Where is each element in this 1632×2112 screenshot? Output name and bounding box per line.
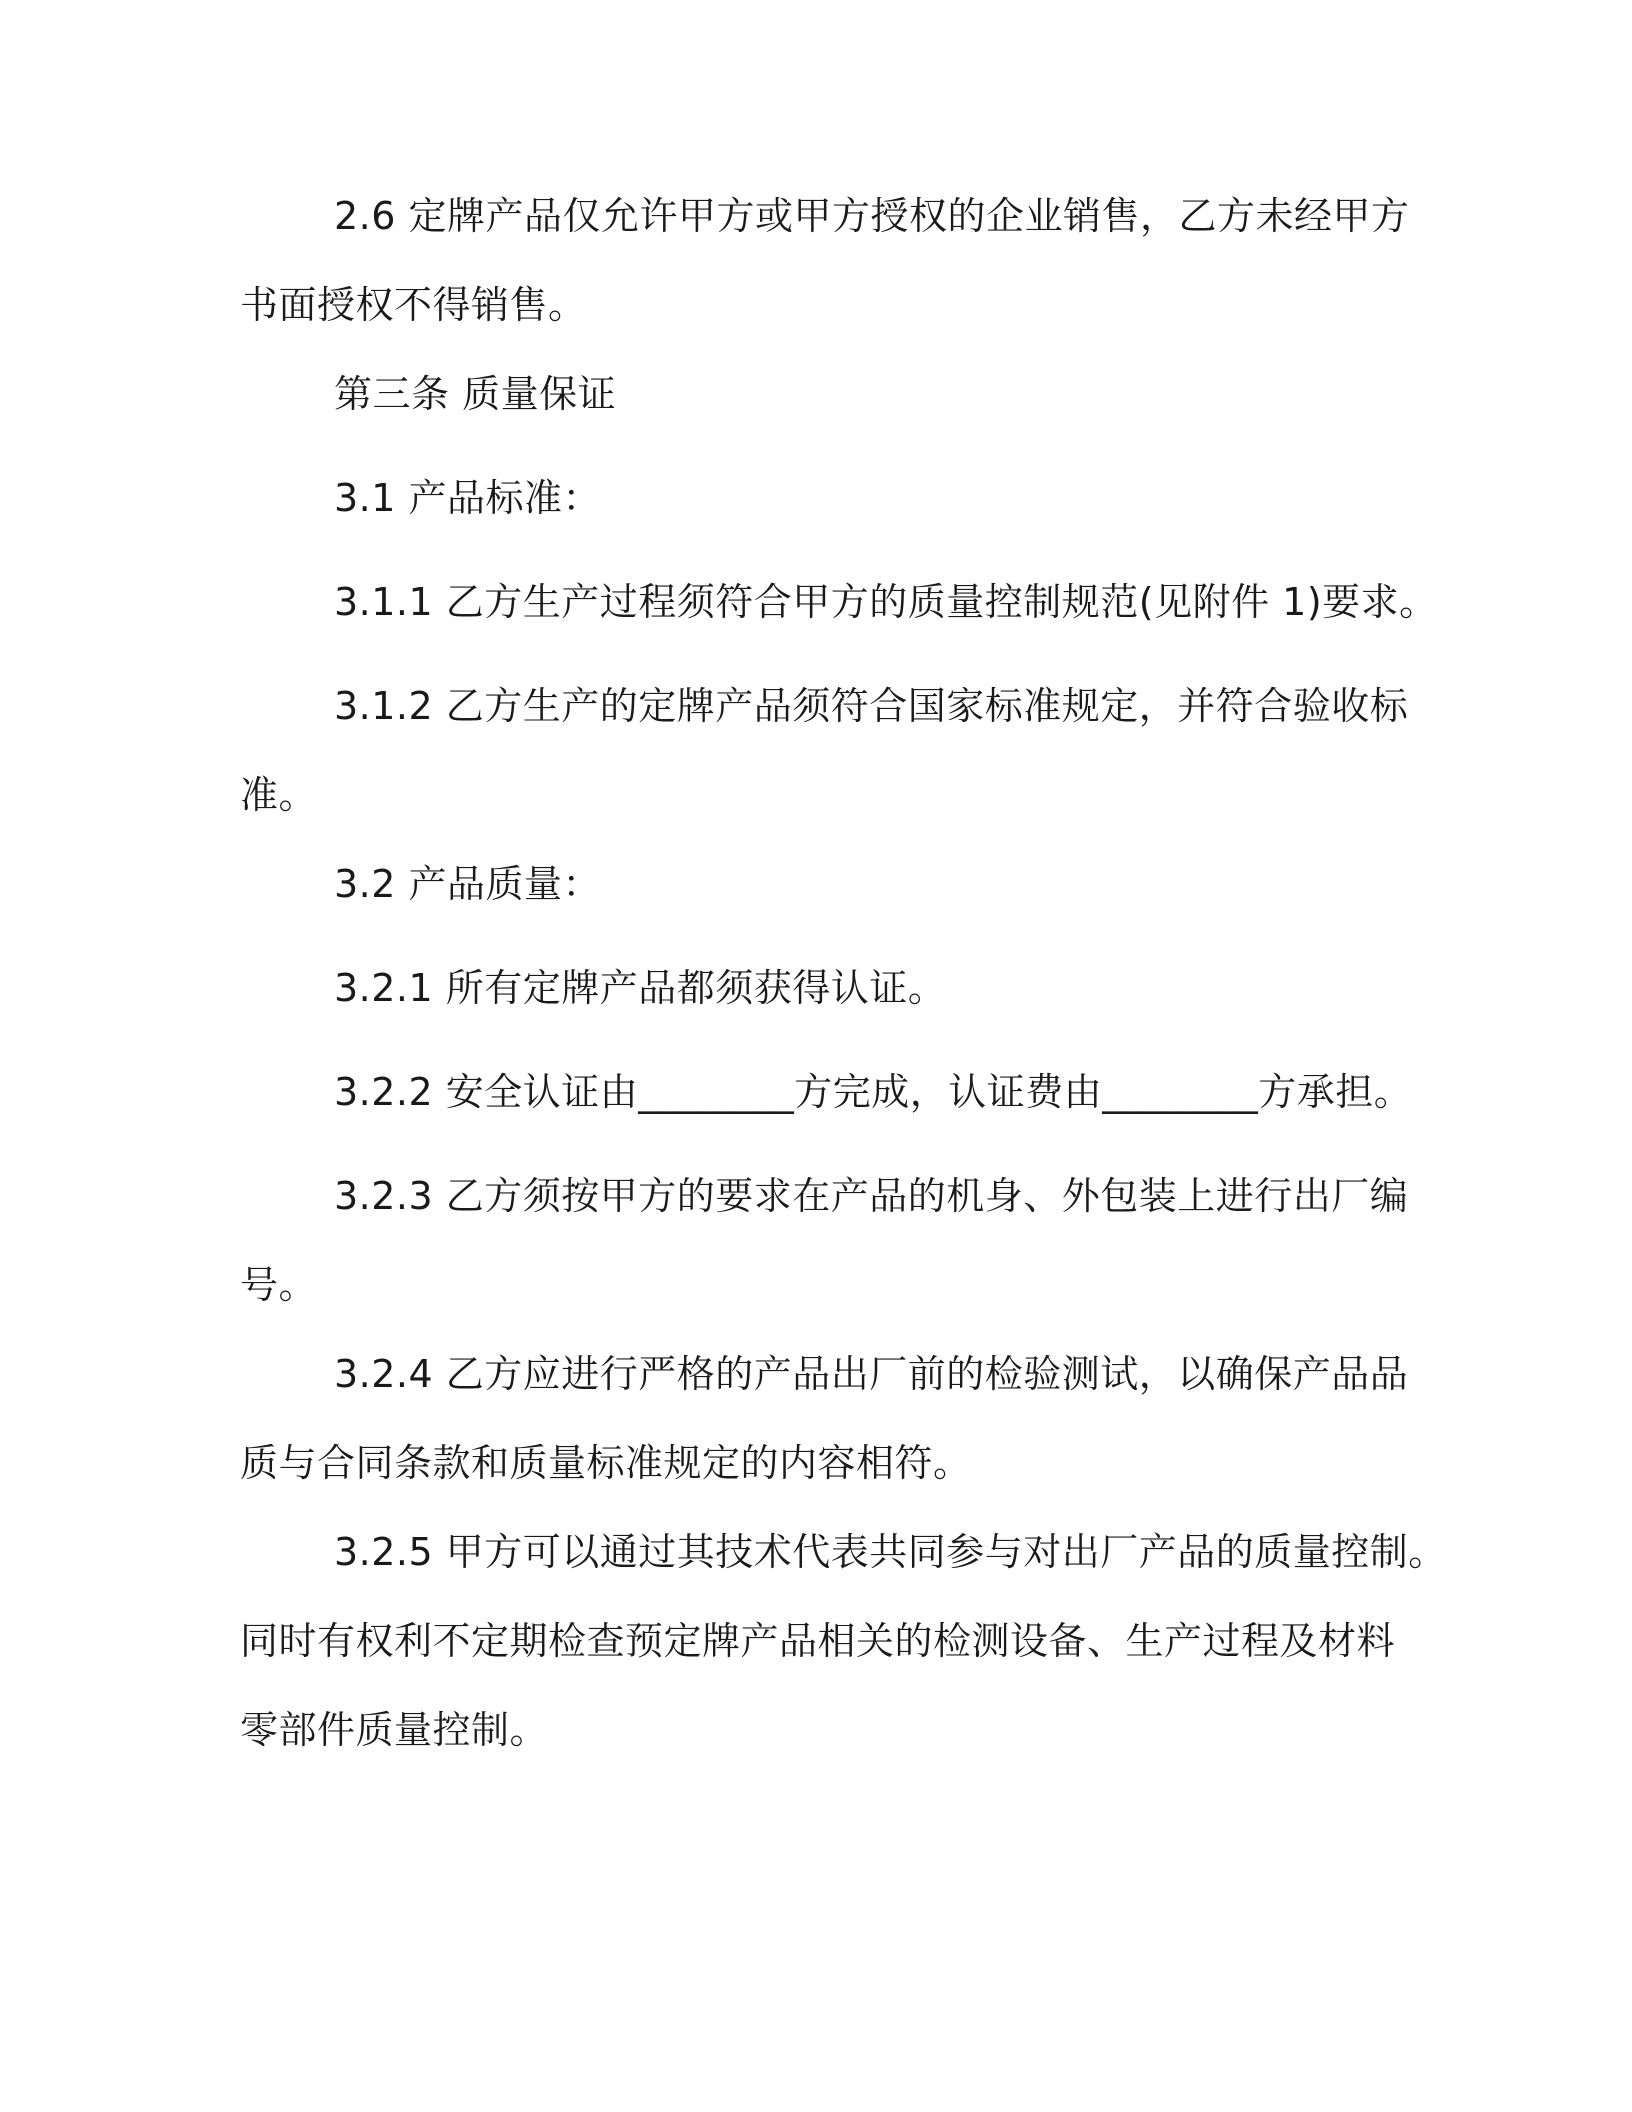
paragraph-line: 3.2.1 所有定牌产品都须获得认证。	[334, 966, 947, 1010]
paragraph-line: 书面授权不得销售。	[240, 283, 587, 327]
paragraph-line: 准。	[240, 773, 318, 817]
paragraph-3-2	[240, 840, 1370, 929]
paragraph-line: 3.2.4 乙方应进行严格的产品出厂前的检验测试，以确保产品品	[334, 1352, 1409, 1396]
paragraph-line: 3.2 产品质量：	[334, 862, 602, 906]
paragraph-line: 3.1.1 乙方生产过程须符合甲方的质量控制规范(见附件 1)要求。	[334, 580, 1438, 624]
paragraph-3-1	[240, 454, 1370, 543]
paragraph-line: 2.6 定牌产品仅允许甲方或甲方授权的企业销售，乙方未经甲方	[334, 194, 1410, 238]
paragraph-3-2-4	[240, 1330, 1409, 1508]
paragraph-3-2-3	[240, 1152, 1409, 1330]
paragraph-line: 3.2.2 安全认证由________方完成，认证费由________方承担。	[334, 1070, 1413, 1114]
paragraph-line: 零部件质量控制。	[240, 1708, 549, 1752]
paragraph-line: 3.2.5 甲方可以通过其技术代表共同参与对出厂产品的质量控制。	[334, 1530, 1447, 1574]
paragraph-3-2-1	[240, 944, 1370, 1033]
paragraph-3-1-1	[240, 558, 1438, 647]
paragraph-line: 3.2.3 乙方须按甲方的要求在产品的机身、外包装上进行出厂编	[334, 1174, 1409, 1218]
paragraph-3-2-5	[240, 1508, 1447, 1775]
paragraph-3-2-2	[240, 1048, 1413, 1137]
paragraph-line: 同时有权利不定期检查预定牌产品相关的检测设备、生产过程及材料	[240, 1619, 1396, 1663]
paragraph-2-6	[240, 172, 1410, 350]
paragraph-line: 第三条 质量保证	[334, 372, 617, 416]
article-3-heading	[240, 350, 1370, 439]
paragraph-line: 质与合同条款和质量标准规定的内容相符。	[240, 1441, 972, 1485]
paragraph-line: 3.1 产品标准：	[334, 476, 602, 520]
paragraph-line: 3.1.2 乙方生产的定牌产品须符合国家标准规定，并符合验收标	[334, 684, 1409, 728]
paragraph-3-1-2	[240, 662, 1409, 840]
paragraph-line: 号。	[240, 1263, 318, 1307]
